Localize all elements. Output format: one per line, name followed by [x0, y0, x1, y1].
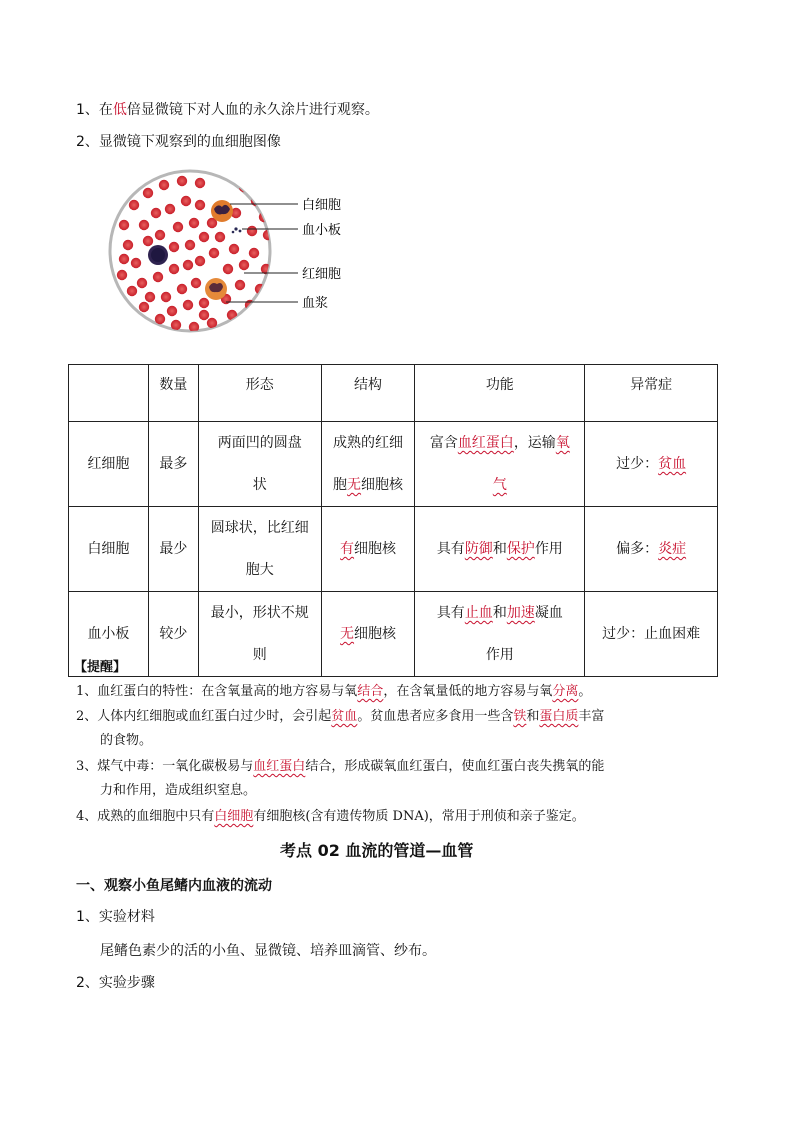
text: 细胞核: [354, 626, 397, 642]
text: 偏多：: [616, 541, 659, 557]
red-blood-cell-icon: [195, 178, 205, 188]
highlight-text: 氧: [555, 435, 570, 451]
table-header-cell: 功能: [415, 365, 585, 422]
highlight-text: 贫血: [331, 709, 358, 724]
red-blood-cell-icon: [239, 260, 249, 270]
tips-title: 【提醒】: [74, 660, 127, 675]
red-blood-cell-icon: [155, 230, 165, 240]
red-blood-cell-icon: [119, 254, 129, 264]
white-blood-cell-icon: [211, 200, 233, 222]
highlight-text: 止血: [464, 605, 493, 621]
text: [328, 464, 409, 506]
red-blood-cell-icon: [173, 222, 183, 232]
text: 具有: [436, 605, 465, 621]
red-blood-cell-icon: [199, 298, 209, 308]
table-header-cell: 数量: [148, 365, 198, 422]
white-blood-cell-icon: [148, 245, 168, 265]
cell-name: 白细胞: [69, 507, 149, 592]
list-number: 2、: [76, 134, 99, 150]
text: 最少: [159, 541, 188, 557]
list-number: 1、: [76, 102, 99, 118]
table-header-cell: 结构: [321, 365, 415, 422]
label-white-blood-cell: 白细胞: [302, 198, 342, 213]
red-blood-cell-icon: [131, 258, 141, 268]
text: 具有: [436, 541, 465, 557]
red-blood-cell-icon: [117, 270, 127, 280]
highlight-text: 防御: [464, 541, 493, 557]
text: 过少：: [616, 456, 659, 472]
text: 丰富: [578, 709, 605, 724]
text: 血红蛋白的特性：在含氧量高的地方容易与氧: [97, 684, 358, 699]
cell-function: [415, 422, 585, 507]
cell-shape: [198, 592, 321, 677]
red-blood-cell-icon: [215, 232, 225, 242]
list-number: 2、: [76, 709, 98, 724]
text: 最多: [159, 456, 188, 472]
text: 富含: [429, 435, 458, 451]
intro-item-2: [76, 132, 281, 152]
red-blood-cell-icon: [161, 292, 171, 302]
text: 细胞核: [354, 541, 397, 557]
highlight-text: 无: [347, 477, 362, 493]
section-title: 考点 02 血流的管道—血管: [280, 841, 474, 860]
text: 成熟的血细胞中只有: [97, 809, 215, 824]
text: 作用: [485, 647, 514, 663]
red-blood-cell-icon: [207, 318, 217, 328]
cell-abnormal: [585, 422, 718, 507]
cell-quantity: [148, 507, 198, 592]
red-blood-cell-icon: [143, 188, 153, 198]
tip-2: [76, 705, 604, 729]
red-blood-cell-icon: [249, 248, 259, 258]
red-blood-cell-icon: [151, 208, 161, 218]
red-blood-cell-icon: [143, 236, 153, 246]
red-blood-cell-icon: [169, 264, 179, 274]
table-row: [69, 592, 718, 677]
red-blood-cell-icon: [195, 200, 205, 210]
label-platelet: 血小板: [302, 223, 342, 238]
table-row: [69, 507, 718, 592]
materials-text: 尾鳍色素少的活的小鱼、显微镜、培养皿滴管、纱布。: [100, 943, 436, 959]
cell-structure: [321, 507, 415, 592]
red-blood-cell-icon: [209, 248, 219, 258]
section-item-2: 2、实验步骤: [76, 975, 155, 991]
red-blood-cell-icon: [223, 264, 233, 274]
red-blood-cell-icon: [199, 232, 209, 242]
red-blood-cell-icon: [167, 306, 177, 316]
white-blood-cell-icon: [205, 278, 227, 300]
text: 倍显微镜下对人血的永久涂片进行观察。: [126, 102, 379, 118]
red-blood-cell-icon: [195, 256, 205, 266]
cell-quantity: 较少: [148, 592, 198, 677]
text: ，在含氧量低的地方容易与氧: [383, 684, 553, 699]
red-blood-cell-icon: [235, 280, 245, 290]
text: 和: [492, 605, 507, 621]
table-header-cell: [69, 365, 149, 422]
red-blood-cell-icon: [181, 196, 191, 206]
red-blood-cell-icon: [177, 284, 187, 294]
text: ，运输: [513, 435, 556, 451]
text: 和: [492, 541, 507, 557]
red-blood-cell-icon: [153, 272, 163, 282]
text: 最小，形状不规: [210, 605, 309, 621]
cell-abnormal: 过少：止血困难: [585, 592, 718, 677]
cell-shape: [198, 422, 321, 507]
text: 。: [578, 684, 592, 699]
red-blood-cell-icon: [183, 300, 193, 310]
table-header-cell: 异常症: [585, 365, 718, 422]
highlight-text: 蛋白质: [539, 709, 579, 724]
list-number: 4、: [76, 809, 98, 824]
text: 人体内红细胞或血红蛋白过少时，会引起: [97, 709, 332, 724]
highlight-text: 血红蛋白: [253, 759, 306, 774]
text: 细胞核: [361, 477, 404, 493]
highlight-text: 气: [492, 477, 507, 493]
highlight-text: 无: [340, 626, 355, 642]
red-blood-cell-icon: [169, 242, 179, 252]
red-blood-cell-icon: [189, 218, 199, 228]
red-blood-cell-icon: [199, 310, 209, 320]
blood-cell-table: [68, 364, 718, 677]
tip-3: [76, 755, 604, 779]
red-blood-cell-icon: [229, 244, 239, 254]
list-number: 1、: [76, 684, 98, 699]
cell-structure: [321, 422, 415, 507]
table-header-row: [69, 365, 718, 422]
red-blood-cell-icon: [145, 292, 155, 302]
text: 则: [252, 647, 267, 663]
text: 胞大: [245, 562, 274, 578]
cell-function: [415, 507, 585, 592]
tip-4: [76, 805, 585, 829]
section-item-1: 1、实验材料: [76, 909, 155, 925]
text: 和: [526, 709, 540, 724]
red-blood-cell-icon: [191, 278, 201, 288]
list-number: 3、: [76, 759, 98, 774]
highlight-text: 保护: [506, 541, 535, 557]
tip-3-line-2: 力和作用，造成组织窒息。: [100, 783, 257, 798]
red-blood-cell-icon: [139, 302, 149, 312]
label-red-blood-cell: 红细胞: [302, 267, 342, 282]
highlight-text: 血红蛋白: [457, 435, 514, 451]
red-blood-cell-icon: [155, 314, 165, 324]
red-blood-cell-icon: [247, 226, 257, 236]
text: 凝血: [534, 605, 563, 621]
cell-shape: [198, 507, 321, 592]
intro-item-1: [76, 100, 379, 120]
red-blood-cell-icon: [129, 200, 139, 210]
highlight-text: 炎症: [658, 541, 687, 557]
cell-quantity: [148, 422, 198, 507]
highlight-text: 白细胞: [214, 809, 254, 824]
cell-function: [415, 592, 585, 677]
red-blood-cell-icon: [159, 180, 169, 190]
text: 显微镜下观察到的血细胞图像: [98, 134, 281, 150]
text: 。贫血患者应多食用一些含: [357, 709, 514, 724]
text: 作用: [534, 541, 563, 557]
text: [421, 592, 578, 634]
text: [421, 422, 578, 464]
highlight-text: 低: [112, 102, 127, 118]
blood-cell-figure: [104, 165, 364, 345]
red-blood-cell-icon: [185, 240, 195, 250]
highlight-text: 铁: [513, 709, 527, 724]
highlight-text: 分离: [552, 684, 579, 699]
microscope-view-image: [104, 165, 364, 345]
text: 在: [98, 102, 113, 118]
table-header-cell: 形态: [198, 365, 321, 422]
red-blood-cell-icon: [119, 220, 129, 230]
highlight-text: 贫血: [658, 456, 687, 472]
red-blood-cell-icon: [137, 278, 147, 288]
highlight-text: 结合: [357, 684, 384, 699]
tip-1: [76, 680, 591, 704]
red-blood-cell-icon: [171, 320, 181, 330]
red-blood-cell-icon: [139, 220, 149, 230]
red-blood-cell-icon: [165, 204, 175, 214]
highlight-text: 加速: [506, 605, 535, 621]
red-blood-cell-icon: [127, 286, 137, 296]
cell-name: 血小板: [69, 592, 149, 677]
highlight-text: 有: [340, 541, 355, 557]
subsection-heading: 一、观察小鱼尾鳍内血液的流动: [76, 878, 272, 894]
tip-2-line-2: 的食物。: [100, 733, 153, 748]
table-row: [69, 422, 718, 507]
cell-name: 红细胞: [69, 422, 149, 507]
text: 成熟的红细: [333, 435, 404, 451]
red-blood-cell-icon: [227, 310, 237, 320]
text: 状: [252, 477, 267, 493]
text: 有细胞核(含有遗传物质 DNA)，常用于刑侦和亲子鉴定。: [253, 809, 585, 824]
text: 两面凹的圆盘: [217, 435, 302, 451]
text: 圆球状，比红细: [210, 520, 309, 536]
text: 结合，形成碳氧血红蛋白，使血红蛋白丧失携氧的能: [305, 759, 605, 774]
red-blood-cell-icon: [183, 260, 193, 270]
cell-structure: [321, 592, 415, 677]
red-blood-cell-icon: [123, 240, 133, 250]
text: 煤气中毒：一氧化碳极易与: [97, 759, 254, 774]
red-blood-cell-icon: [177, 176, 187, 186]
label-plasma: 血浆: [302, 296, 329, 311]
cell-abnormal: [585, 507, 718, 592]
text: 胞: [333, 477, 348, 493]
